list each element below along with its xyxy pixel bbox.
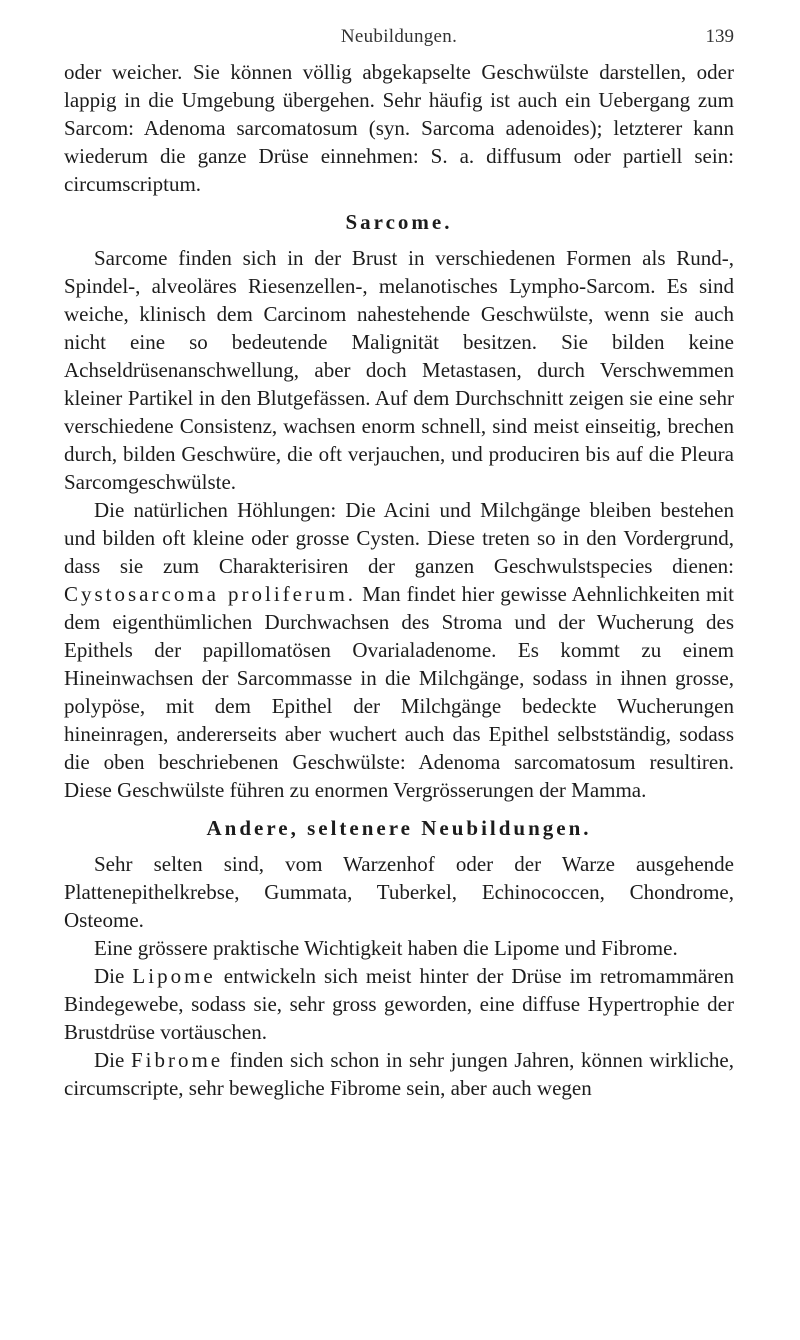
paragraph-lipome (64, 962, 734, 1046)
paragraph-fibrome (64, 1046, 734, 1102)
section-heading-andere-neubildungen: Andere, seltenere Neubildungen. (206, 816, 592, 840)
term-fibrome: Fibrome (130, 1048, 224, 1072)
term-cystosarcoma-proliferum: Cystosarcoma proliferum. (64, 582, 357, 606)
running-title: Neubildungen. (340, 26, 458, 47)
paragraph-rare-tumors: Sehr selten sind, vom Warzenhof oder der Warze ausgehende Plattenepithelkrebse, Gummata, Tuberkel, Echinococcen, Chondrome, Osteome. (64, 852, 734, 932)
paragraph-cystosarcoma (64, 496, 734, 804)
term-lipome: Lipome (132, 964, 216, 988)
paragraph-lipome-text-1: Die (94, 964, 133, 988)
paragraph-cystosarcoma-text-2: Man findet hier gewisse Aehnlichkeiten mit dem eigenthümlichen Durchwachsen des Stroma und der Wucherung des Epithels der papillomatösen Ovarialadenome. Es kommt zu einem Hineinwachsen der Sarcommasse in die Milchgänge, sodass in ihnen grosse, polypöse, mit dem Epithel der Milchgänge bedeckte Wucherungen hineinragen, andererseits aber wuchert auch das Epithel selbstständig, sodass die oben beschriebenen Geschwülste: Adenoma sarcomatosum resultiren. Diese Geschwülste führen zu enormen Vergrösserungen der Mamma. (64, 582, 734, 802)
running-head (64, 22, 734, 58)
paragraph-fibrome-text-2: finden sich schon in sehr jungen Jahren, können wirkliche, circumscripte, sehr bewegliche Fibrome sein, aber auch wegen (64, 1048, 734, 1100)
book-page (64, 22, 734, 1102)
section-heading-sarcome: Sarcome. (345, 210, 453, 234)
paragraph-cystosarcoma-text-1: Die natürlichen Höhlungen: Die Acini und Milchgänge bleiben bestehen und bilden oft kleine oder grosse Cysten. Diese treten so in den Vordergrund, dass sie zum Charakterisiren der ganzen Geschwulstspecies dienen: (64, 498, 734, 578)
paragraph-adenoma-continuation: oder weicher. Sie können völlig abgekapselte Geschwülste darstellen, oder lappig in die Umgebung übergehen. Sehr häufig ist auch ein Uebergang zum Sarcom: Adenoma sarcomatosum (syn. Sarcoma adenoides); letzterer kann wiederum die ganze Drüse einnehmen: S. a. diffusum oder partiell sein: circumscriptum. (64, 60, 734, 196)
paragraph-lipome-fibrome-importance: Eine grössere praktische Wichtigkeit haben die Lipome und Fibrome. (94, 936, 678, 960)
paragraph-sarcome-forms: Sarcome finden sich in der Brust in verschiedenen Formen als Rund-, Spindel-, alveoläres Riesenzellen-, melanotisches Lympho-Sarcom. Es sind weiche, klinisch dem Carcinom nahestehende Geschwülste, wenn sie auch nicht eine so bedeutende Malignität besitzen. Sie bilden keine Achseldrüsenanschwellung, aber doch Metastasen, durch Verschwemmen kleiner Partikel in den Blutgefässen. Auf dem Durchschnitt zeigen sie eine sehr verschiedene Consistenz, wachsen enorm schnell, sind meist einseitig, brechen durch, bilden Geschwüre, die oft verjauchen, und produciren bis auf die Pleura Sarcomgeschwülste. (64, 246, 734, 494)
paragraph-fibrome-text-1: Die (94, 1048, 131, 1072)
paragraph-lipome-text-2: entwickeln sich meist hinter der Drüse im retromammären Bindegewebe, sodass sie, sehr gross geworden, eine diffuse Hypertrophie der Brustdrüse vortäuschen. (64, 964, 734, 1044)
page-number: 139 (705, 26, 734, 47)
